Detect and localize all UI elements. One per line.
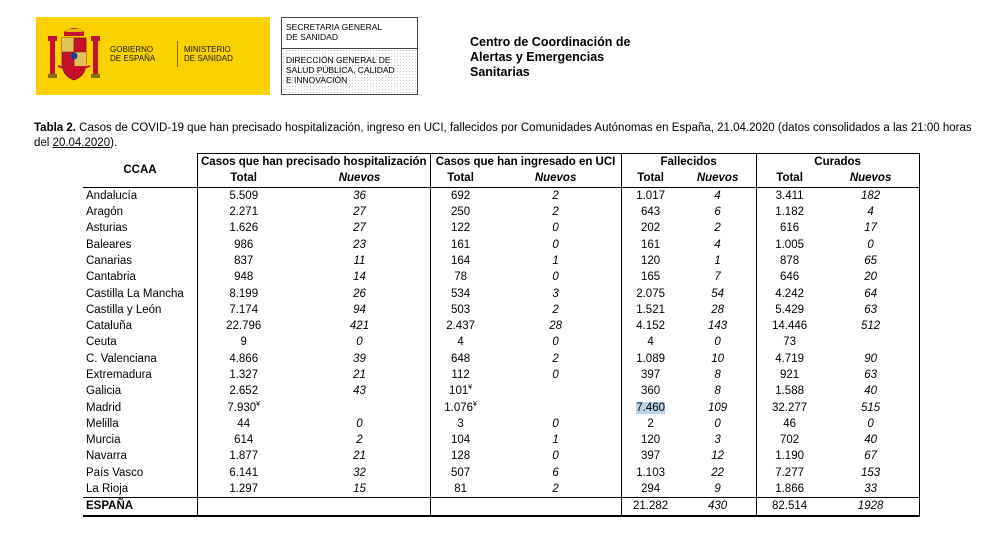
cell-value: 1 — [552, 434, 559, 447]
cell-value: 2 — [714, 222, 721, 235]
cell-value: 28 — [711, 303, 724, 316]
subheader-row — [83, 170, 919, 187]
table-row — [83, 220, 919, 236]
cell-value: 161 — [641, 238, 661, 251]
ccaes-title: Centro de Coordinación de Alertas y Emergencias Sanitarias — [470, 35, 631, 79]
total-row — [83, 498, 919, 516]
cell-value: 2 — [552, 206, 559, 219]
table-row — [83, 204, 919, 220]
cell-value: 104 — [451, 434, 471, 447]
cell-value: 0 — [552, 222, 559, 235]
cell-value: 1.005 — [775, 238, 804, 251]
table-row — [83, 399, 919, 415]
subheader-total: Total — [430, 170, 491, 187]
cell-value: 6 — [714, 206, 721, 219]
cell-value: 2 — [356, 434, 363, 447]
cell-value: 397 — [641, 450, 661, 463]
ccaa-name: Asturias — [86, 222, 128, 235]
cell-value: 646 — [780, 271, 800, 284]
cell-value: 8 — [714, 385, 721, 398]
cell-value: 1.297 — [229, 483, 259, 496]
cell-value: 8.199 — [229, 287, 259, 300]
cell-value: 6 — [552, 466, 559, 479]
cell-value: 1.103 — [636, 466, 665, 479]
cell-value: 0 — [356, 336, 363, 349]
cell-value: 4.866 — [229, 352, 259, 365]
cell-value: 2 — [552, 303, 559, 316]
cell-value: 507 — [451, 466, 471, 479]
cell-value: 0 — [552, 369, 559, 381]
cell-value: 14.446 — [772, 320, 808, 333]
table-row — [83, 432, 919, 448]
cell-value: 1.076 — [444, 401, 474, 414]
cell-value: 1.017 — [636, 189, 665, 202]
cell-value: 27 — [353, 206, 366, 219]
cell-value: 0 — [552, 417, 559, 430]
ccaa-name: Melilla — [86, 417, 119, 430]
cell-value: 39 — [353, 352, 366, 365]
cell-value: 33 — [864, 483, 877, 496]
cell-value: 2 — [647, 417, 654, 430]
cell-value: 23 — [353, 238, 366, 251]
cell-value: 534 — [451, 287, 471, 300]
cell-value: 616 — [780, 222, 800, 235]
cell-value: 3.411 — [775, 189, 804, 202]
ministerio-label: MINISTERIO DE SANIDAD — [184, 45, 233, 63]
cell-value: 7.174 — [229, 303, 259, 316]
cell-value: 837 — [234, 254, 254, 267]
cell-value: 421 — [349, 320, 370, 333]
cell-value: 128 — [451, 450, 471, 463]
logo-divider — [177, 41, 178, 67]
cell-value: 0 — [552, 450, 559, 463]
table-row — [83, 318, 919, 334]
ccaa-name: Baleares — [86, 238, 132, 251]
cell-value: 294 — [641, 483, 661, 496]
secretaria-label: SECRETARIA GENERAL DE SANIDAD — [282, 18, 417, 49]
caption-label: Tabla 2. — [34, 122, 76, 134]
cell-value: 32.277 — [772, 401, 808, 414]
cell-value: 921 — [780, 369, 800, 381]
cell-value: 94 — [353, 303, 366, 316]
cell-value: 7 — [714, 271, 721, 284]
cell-value: 1.626 — [229, 222, 259, 235]
cell-value: 43 — [353, 385, 366, 398]
cell-value: 28 — [549, 320, 562, 333]
cell-value: 360 — [641, 385, 661, 398]
cell-value: 948 — [234, 271, 254, 284]
cell-value: 64 — [864, 287, 877, 300]
cell-value: 90 — [864, 352, 877, 365]
cell-value: 2.652 — [229, 385, 259, 398]
cell-value: 702 — [780, 434, 800, 447]
table-row — [83, 383, 919, 399]
cell-value: 0 — [867, 238, 874, 251]
cell-value: 0 — [552, 271, 559, 284]
table-row — [83, 351, 919, 367]
cell-value: 8 — [714, 369, 721, 381]
group-header-fallecidos: Fallecidos — [621, 154, 756, 171]
cell-value: 4.152 — [636, 320, 665, 333]
group-header-curados: Curados — [756, 154, 919, 171]
ccaa-name: La Rioja — [86, 483, 129, 496]
gobierno-label: GOBIERNO DE ESPAÑA — [110, 45, 156, 63]
cell-value: 122 — [451, 222, 471, 235]
cell-value: 165 — [641, 271, 661, 284]
cell-value: 0 — [552, 238, 559, 251]
cell-value: 5.429 — [775, 303, 804, 316]
cell-value: 0 — [867, 417, 874, 430]
ccaa-name: Murcia — [86, 434, 121, 447]
subheader-nuevos: Nuevos — [289, 170, 430, 187]
table-row — [83, 334, 919, 350]
cell-value: 63 — [864, 303, 877, 316]
ccaa-name: Cataluña — [86, 320, 133, 333]
cell-value: 1 — [714, 254, 721, 267]
cell-value: 4 — [647, 336, 654, 349]
cell-value: 82.514 — [772, 500, 808, 513]
cell-value: 1.866 — [775, 483, 804, 496]
footnote-mark: ¥ — [473, 400, 477, 408]
cell-value: 54 — [711, 287, 724, 300]
cell-value: 1.521 — [636, 303, 665, 316]
cell-value: 1.089 — [636, 352, 665, 365]
cell-value: 65 — [864, 254, 877, 267]
table-row — [83, 416, 919, 432]
ccaa-name: Extremadura — [86, 369, 152, 381]
cell-value: 21 — [353, 450, 366, 463]
cell-value: 2.271 — [229, 206, 259, 219]
cell-value: 32 — [353, 466, 366, 479]
cell-value: 648 — [451, 352, 471, 365]
cell-value: 614 — [234, 434, 254, 447]
cell-value: 10 — [711, 352, 724, 365]
cell-value: 0 — [714, 417, 721, 430]
cell-value: 153 — [861, 466, 881, 479]
direccion-label: DIRECCIÓN GENERAL DE SALUD PÚBLICA, CALIDAD E INNOVACIÓN — [282, 49, 417, 94]
cell-value: 11 — [353, 254, 366, 267]
cell-value: 7.460 — [636, 401, 665, 414]
cell-value: 22.796 — [226, 320, 262, 333]
cell-value: 6.141 — [229, 466, 259, 479]
cell-value: 397 — [641, 369, 661, 381]
caption-date: 20.04.2020 — [52, 137, 111, 149]
cell-value: 2 — [552, 483, 559, 496]
group-header-uci: Casos que han ingresado en UCI — [430, 154, 621, 171]
cell-value: 14 — [353, 271, 366, 284]
ccaa-name: Galicia — [86, 385, 122, 398]
cell-value: 143 — [708, 320, 728, 333]
ccaa-name: País Vasco — [86, 466, 144, 479]
cell-value: 643 — [641, 206, 661, 219]
cell-value: 2 — [552, 352, 559, 365]
table-row — [83, 367, 919, 383]
cell-value: 4.719 — [775, 352, 804, 365]
table-row — [83, 253, 919, 269]
cell-value: 1.327 — [229, 369, 259, 381]
cell-value: 9 — [714, 483, 721, 496]
cell-value: 4.242 — [775, 287, 804, 300]
ccaa-name: Aragón — [86, 206, 124, 219]
cell-value: 512 — [861, 320, 881, 333]
cell-value: 36 — [353, 189, 366, 202]
ccaa-name: C. Valenciana — [86, 352, 157, 365]
cell-value: 17 — [864, 222, 877, 235]
cell-value: 27 — [353, 222, 366, 235]
ccaa-name: Andalucía — [86, 189, 138, 202]
table-row — [83, 465, 919, 481]
table-row — [83, 285, 919, 301]
cell-value: 1.877 — [229, 450, 259, 463]
table-row — [83, 448, 919, 464]
cell-value: 878 — [780, 254, 800, 267]
ccaa-name: Castilla La Mancha — [86, 287, 184, 300]
cell-value: 1.182 — [775, 206, 804, 219]
cell-value: 0 — [552, 336, 559, 349]
cell-value: 1.190 — [775, 450, 804, 463]
cell-value: 3 — [714, 434, 721, 447]
cell-value: 15 — [353, 483, 366, 496]
caption-text: Casos de COVID-19 que han precisado hospitalización, ingreso en UCI, fallecidos por Comunidades Autónomas en España, 21.04.2020 (datos consolidados a las 21:00 horas del — [34, 122, 972, 149]
cell-value: 67 — [864, 450, 877, 463]
cell-value: 7.930 — [227, 401, 257, 414]
cell-value: 21.282 — [633, 500, 669, 513]
cell-value: 164 — [451, 254, 471, 267]
cell-value: 12 — [711, 450, 724, 463]
subheader-nuevos: Nuevos — [680, 170, 757, 187]
cell-value: 4 — [714, 238, 721, 251]
cell-value: 81 — [454, 483, 467, 496]
secretaria-box — [281, 17, 418, 95]
table-row — [83, 269, 919, 285]
ccaa-name: Canarias — [86, 254, 133, 267]
cell-value: 46 — [783, 417, 796, 430]
ccaa-header: CCAA — [83, 154, 198, 188]
cell-value: 3 — [457, 417, 464, 430]
cell-value: 182 — [861, 189, 881, 202]
group-header-hosp: Casos que han precisado hospitalización — [198, 154, 431, 171]
table-row — [83, 187, 919, 204]
cell-value: 202 — [641, 222, 661, 235]
cell-value: 109 — [708, 401, 728, 414]
ccaa-name: Madrid — [86, 401, 122, 414]
cell-value: 4 — [714, 189, 721, 202]
covid-table — [83, 153, 920, 517]
cell-value: 40 — [864, 434, 877, 447]
cell-value: 986 — [234, 238, 254, 251]
subheader-nuevos: Nuevos — [823, 170, 920, 187]
cell-value: 22 — [711, 466, 724, 479]
cell-value: 40 — [864, 385, 877, 398]
cell-value: 0 — [356, 417, 363, 430]
cell-value: 503 — [451, 303, 471, 316]
coat-of-arms-icon — [48, 26, 100, 86]
cell-value: 161 — [451, 238, 471, 251]
subheader-total: Total — [621, 170, 680, 187]
footnote-mark: ¥ — [468, 384, 473, 392]
cell-value: 73 — [783, 336, 796, 349]
cell-value: 44 — [237, 417, 251, 430]
cell-value: 63 — [864, 369, 877, 381]
cell-value: 515 — [861, 401, 881, 414]
table-row — [83, 236, 919, 252]
cell-value: 2.075 — [636, 287, 665, 300]
cell-value: 1928 — [857, 500, 884, 513]
cell-value: 692 — [451, 189, 471, 202]
cell-value: 250 — [451, 206, 471, 219]
cell-value: 0 — [714, 336, 721, 349]
ccaa-name: Navarra — [86, 450, 127, 463]
cell-value: 120 — [641, 254, 661, 267]
cell-value: 1.588 — [775, 385, 804, 398]
cell-value: 120 — [641, 434, 661, 447]
cell-value: 3 — [552, 287, 559, 300]
subheader-total: Total — [198, 170, 290, 187]
subheader-total: Total — [756, 170, 823, 187]
cell-value: 5.509 — [229, 189, 259, 202]
cell-value: 20 — [864, 271, 877, 284]
cell-value: 7.277 — [775, 466, 804, 479]
cell-value: 101 — [449, 385, 469, 398]
table-caption — [34, 121, 984, 151]
ccaa-name: Ceuta — [86, 336, 117, 349]
cell-value: 26 — [353, 287, 366, 300]
cell-value: 2.437 — [446, 320, 475, 333]
cell-value: 21 — [353, 369, 366, 381]
ccaa-name: Cantabria — [86, 271, 136, 284]
cell-value: 9 — [240, 336, 247, 349]
cell-value: 112 — [451, 369, 470, 381]
ccaa-name: Castilla y León — [86, 303, 162, 316]
cell-value: 4 — [457, 336, 464, 349]
footnote-mark: ¥ — [256, 400, 261, 408]
cell-value: 4 — [867, 206, 874, 219]
cell-value: 430 — [708, 500, 728, 513]
table-row — [83, 302, 919, 318]
table-row — [83, 481, 919, 498]
subheader-nuevos: Nuevos — [491, 170, 622, 187]
caption-tail: ). — [110, 137, 118, 149]
cell-value: 78 — [454, 271, 467, 284]
cell-value: 1 — [552, 254, 559, 267]
cell-value: 2 — [552, 189, 559, 202]
gobierno-logo — [36, 17, 270, 95]
total-label: ESPAÑA — [83, 498, 198, 516]
